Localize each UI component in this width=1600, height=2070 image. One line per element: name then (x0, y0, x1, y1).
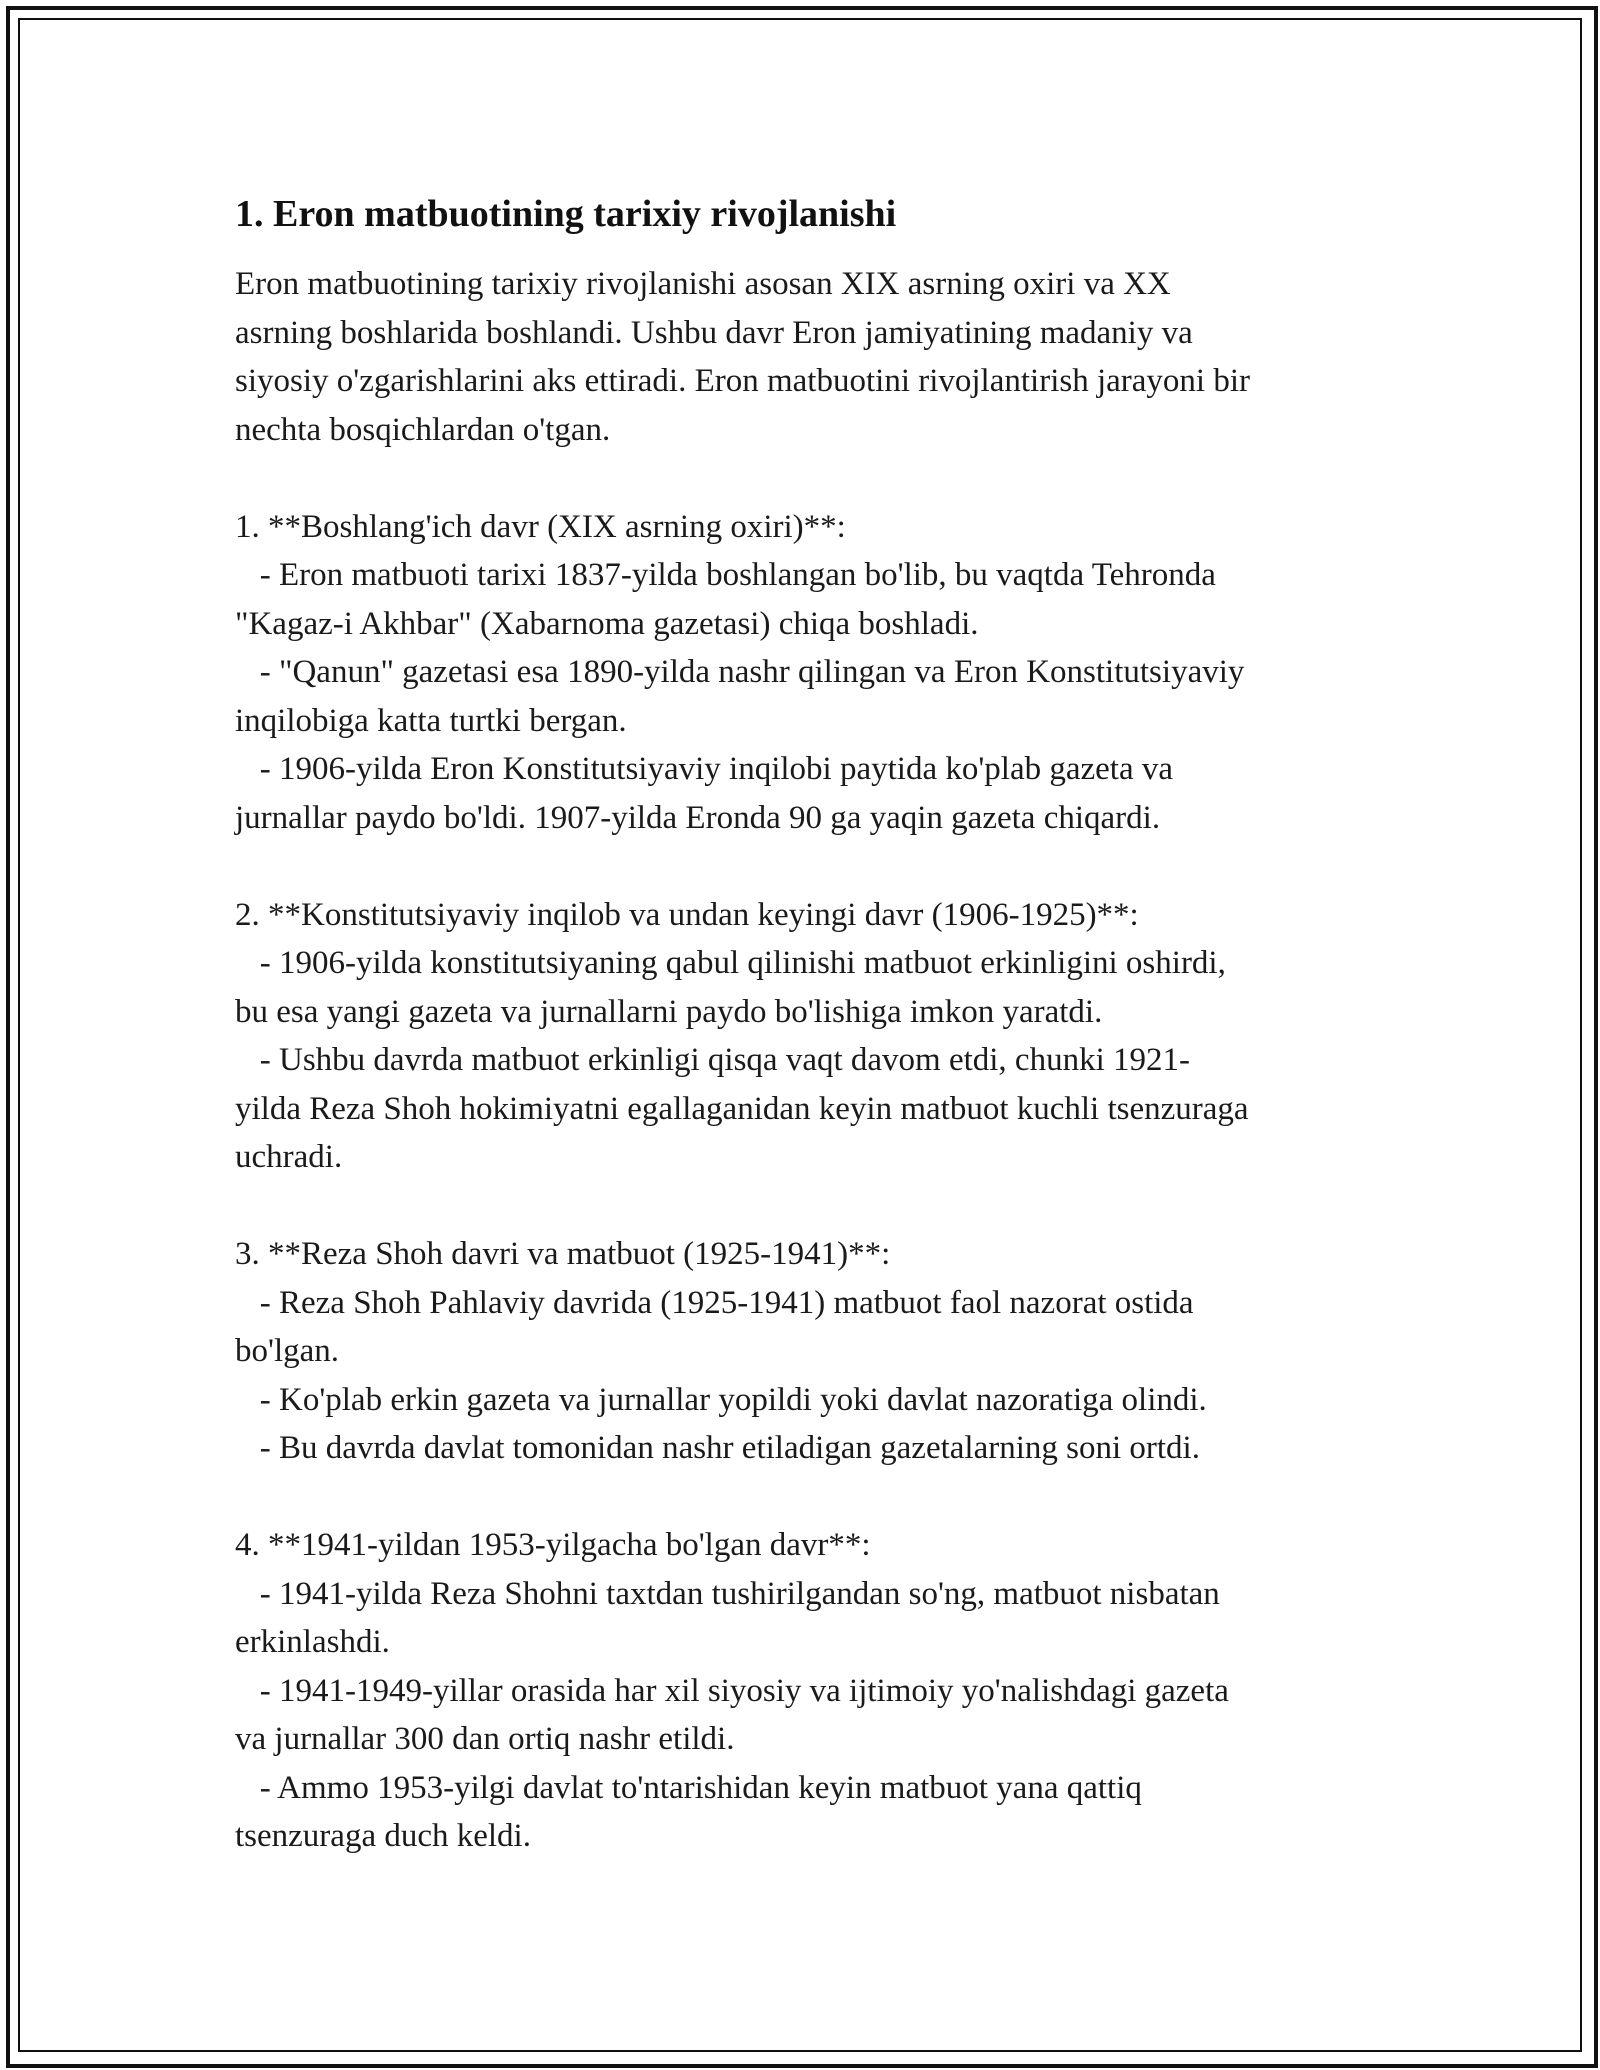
body-text: Eron matbuotining tarixiy rivojlanishi asosan XIX asrning oxiri va XX asrning boshlarida boshlandi. Ushbu davr Eron jamiyatining madaniy va siyosiy o'zgarishlarini aks ettiradi. Eron matbuotini rivojlantirish jarayoni bir nechta bosqichlardan o'tgan. 1. **Boshlang'ich davr (XIX asrning oxiri)**: - Eron matbuoti tarixi 1837-yilda boshlangan bo'lib, bu vaqtda Tehronda "Kagaz-i Akhbar" (Xabarnoma gazetasi) chiqa boshladi. - "Qanun" gazetasi esa 1890-yilda nashr qilingan va Eron Konstitutsiyaviy inqilobiga katta turtki bergan. - 1906-yilda Eron Konstitutsiyaviy inqilobi paytida ko'plab gazeta va jurnallar paydo bo'ldi. 1907-yilda Eronda 90 ga yaqin gazeta chiqardi. 2. **Konstitutsiyaviy inqilob va undan keyingi davr (1906-1925)**: - 1906-yilda konstitutsiyaning qabul qilinishi matbuot erkinligini oshirdi, bu esa yangi gazeta va jurnallarni paydo bo'lishiga imkon yaratdi. - Ushbu davrda matbuot erkinligi qisqa vaqt davom etdi, chunki 1921- yilda Reza Shoh hokimiyatni egallaganidan keyin matbuot kuchli tsenzuraga uchradi. 3. **Reza Shoh davri va matbuot (1925-1941)**: - Reza Shoh Pahlaviy davrida (1925-1941) matbuot faol nazorat ostida bo'lgan. - Ko'plab erkin gazeta va jurnallar yopildi yoki davlat nazoratiga olindi. - Bu davrda davlat tomonidan nashr etiladigan gazetalarning soni ortdi. 4. **1941-yildan 1953-yilgacha bo'lgan davr**: - 1941-yilda Reza Shohni taxtdan tushirilgandan so'ng, matbuot nisbatan erkinlashdi. - 1941-1949-yillar orasida har xil siyosiy va ijtimoiy yo'nalishdagi gazeta va jurnallar 300 dan ortiq nashr etildi. - Ammo 1953-yilgi davlat to'ntarishidan keyin matbuot yana qattiq tsenzuraga duch keldi. (235, 266, 1250, 1854)
document-content (235, 188, 1375, 1861)
section-heading: 1. Eron matbuotining tarixiy rivojlanishi (235, 193, 897, 235)
